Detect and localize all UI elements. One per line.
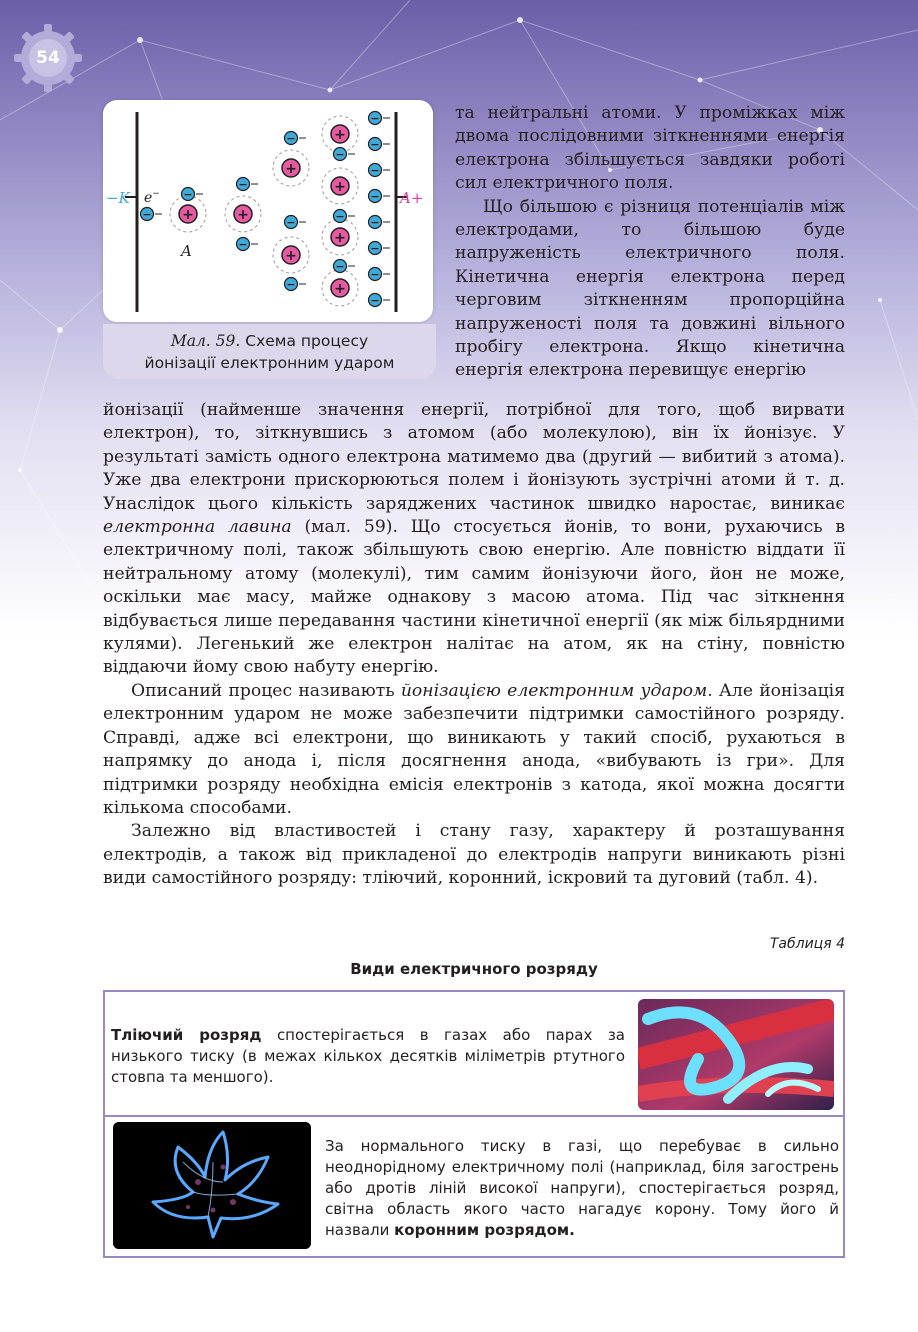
- electron-sign: −: [142, 208, 152, 221]
- electron-group: [141, 112, 391, 308]
- electron-label: e−: [144, 189, 160, 206]
- caption-label: Мал. 59.: [170, 332, 241, 350]
- figure-caption: [103, 324, 436, 379]
- table-row-corona: За нормального тиску в газі, що перебуває в сильно неоднорідному електричному полі (наприклад, біля загострень або дротів ліній високої напруги), спостерігається розряд, світна область якого часто нагадує корону. Тому його й назвали коронним розрядом.: [325, 1137, 839, 1239]
- electron-sign: −: [286, 278, 296, 291]
- figure-59: [103, 100, 433, 322]
- ionization-diagram: [103, 100, 433, 322]
- ion-sign: +: [334, 179, 346, 195]
- table-row-glow: Тліючий розряд спостерігається в газах або парах за низького тиску (в межах кількох десятків міліметрів ртутного стовпа та меншого).: [111, 1026, 625, 1086]
- ion-sign: +: [285, 248, 297, 264]
- ion-sign: +: [237, 207, 249, 223]
- electron-sign: −: [370, 294, 380, 307]
- paragraph-3: Описаний процес називають йонізацією електронним ударом. Але йонізація електронним ударом не може забезпечити підтримки самостійного розряду. Справді, адже всі електрони, що виникають у такий спосіб, рухаються в напрямку до анода і, після досягнення анода, «вибувають із гри». Для підтримки розряду необхідна емісія електронів з катода, якої можна досягти кількома способами.: [103, 680, 845, 818]
- electron-sign: −: [238, 238, 248, 251]
- caption-text: Схема процесу: [245, 332, 369, 350]
- electron-sign: −: [370, 242, 380, 255]
- paragraph-1: та нейтральні атоми. У проміжках між двома послідовними зіткненнями енергія електрона збільшується завдяки роботі сил електричного поля.: [455, 103, 845, 194]
- glow-discharge-photo: [638, 999, 834, 1110]
- electron-sign: −: [335, 210, 345, 223]
- right-column: [455, 102, 845, 383]
- electron-sign: −: [335, 260, 345, 273]
- ion-sign: +: [182, 207, 194, 223]
- electron-sign: −: [183, 188, 193, 201]
- cathode-label: −K: [106, 189, 130, 207]
- ion-sign: +: [334, 281, 346, 297]
- ion-sign: +: [334, 230, 346, 246]
- ion-group: [170, 116, 358, 306]
- electron-sign: −: [286, 216, 296, 229]
- electron-sign: −: [370, 138, 380, 151]
- paragraph-2-continued: йонізації (найменше значення енергії, потрібної для того, щоб вирвати електрон), то, зіткнувшись з атомом (або молекулою), він їх йонізує. У результаті замість одного електрона матимемо два (другий — вибитий з атома). Уже два електрони прискорюються полем і йонізують зустрічні атоми й т. д. Унаслідок цього кількість заряджених частинок швидко наростає, виникає електронна лавина (мал. 59). Що стосується йонів, то вони, рухаючись в електричному полі, також збільшують свою енергію. Але повністю віддати її нейтральному атому (молекулі), тим самим йонізуючи його, йон не може, оскільки має масу, майже однакову з масою атома. Під час зіткнення відбувається лише передавання частини кінетичної енергії (як між більярдними кулями). Легенький же електрон налітає на атом, як на стіну, повністю віддаючи йому свою набуту енергію.: [103, 400, 845, 678]
- term-impact-ionization: йонізацією електронним ударом: [400, 680, 708, 701]
- ion-sign: +: [285, 161, 297, 177]
- corona-discharge-photo: [113, 1122, 311, 1249]
- discharge-table: [103, 990, 845, 1258]
- caption-line2: йонізації електронним ударом: [144, 354, 395, 372]
- term-electron-avalanche: електронна лавина: [103, 517, 292, 538]
- electron-sign: −: [370, 268, 380, 281]
- electron-sign: −: [238, 178, 248, 191]
- electron-sign: −: [370, 112, 380, 125]
- paragraph-2: Що більшою є різниця потенціалів між електродами, то більшою буде напруженість електричного поля. Кінетична енергія електрона перед черговим зіткненням пропорційна напруженості поля та довжині вільного пробігу електрона. Якщо кінетична енергія електрона перевищує енергію: [455, 196, 845, 381]
- table-divider: [105, 1115, 843, 1117]
- atom-label: A: [181, 242, 192, 260]
- electron-sign: −: [370, 164, 380, 177]
- table-label: Таблиця 4: [769, 936, 845, 952]
- table-title: Види електричного розряду: [350, 960, 598, 978]
- paragraph-4: Залежно від властивостей і стану газу, характеру й розташування електродів, а також від прикладеної до електродів напруги виникають різні види самостійного розряду: тліючий, коронний, іскровий та дуговий (табл. 4).: [103, 821, 845, 889]
- ion-sign: +: [334, 127, 346, 143]
- electron-sign: −: [286, 132, 296, 145]
- page-number: 54: [36, 48, 60, 68]
- electron-sign: −: [370, 216, 380, 229]
- electron-sign: −: [335, 148, 345, 161]
- electron-sign: −: [370, 190, 380, 203]
- anode-label: A+: [400, 189, 424, 207]
- body-text: [103, 399, 845, 891]
